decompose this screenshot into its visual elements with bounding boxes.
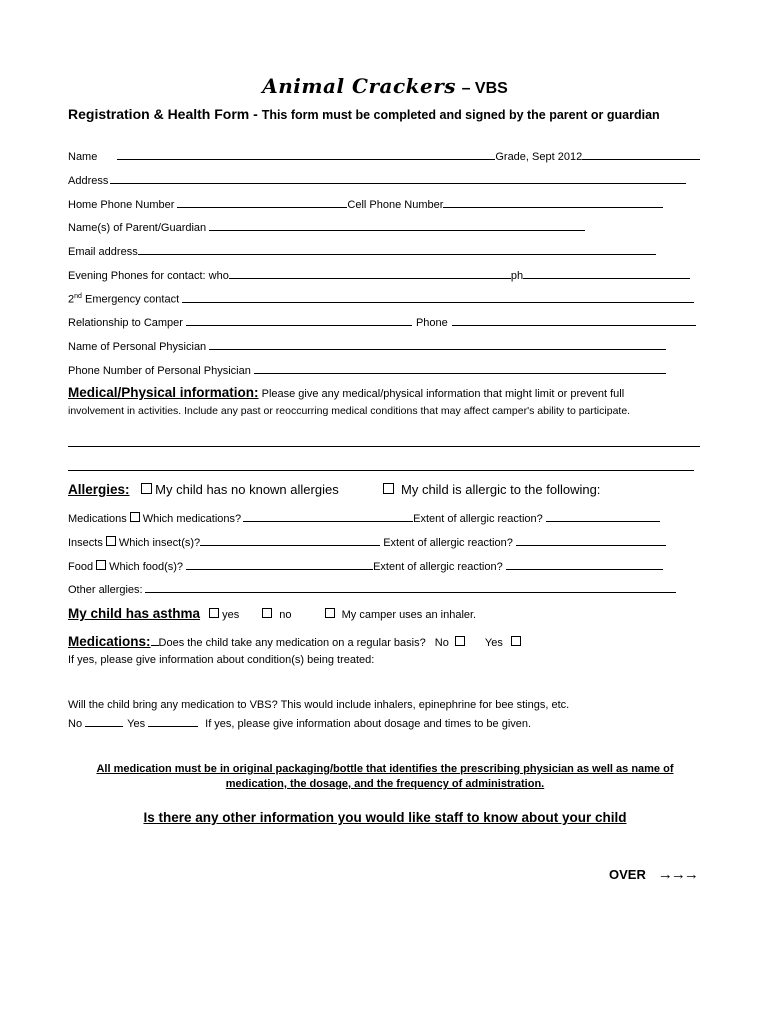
bring-medication-question: Will the child bring any medication to VBS? This would include inhalers, epinephrine for bee stings, etc. bbox=[68, 699, 570, 711]
address-label: Address bbox=[68, 175, 109, 187]
other-allergies-field[interactable] bbox=[145, 581, 676, 593]
name-label: Name bbox=[68, 151, 98, 163]
name-row bbox=[68, 148, 700, 164]
bring-no-field[interactable] bbox=[85, 715, 123, 727]
evening-phones-row bbox=[68, 267, 690, 283]
medications-extent-label: Extent of allergic reaction? bbox=[413, 513, 543, 525]
medications-extent-field[interactable] bbox=[546, 510, 660, 522]
second-emergency-label: Emergency contact bbox=[81, 293, 180, 306]
medications-heading: Medications: bbox=[68, 634, 151, 649]
which-food-field[interactable] bbox=[186, 558, 373, 570]
address-field[interactable] bbox=[110, 172, 686, 184]
cell-phone-field[interactable] bbox=[443, 196, 663, 208]
form-subtitle bbox=[68, 106, 660, 122]
inhaler-label: My camper uses an inhaler. bbox=[341, 609, 477, 621]
bring-no-label: No bbox=[68, 718, 83, 730]
other-allergies-row bbox=[68, 581, 676, 597]
medications-if-yes-row bbox=[68, 653, 374, 667]
notice-line-2: medication, the dosage, and the frequency of administration. bbox=[225, 778, 545, 790]
medications-allergy-label: Medications bbox=[68, 513, 127, 525]
relationship-row bbox=[68, 314, 696, 330]
medical-line-2[interactable] bbox=[68, 470, 694, 471]
asthma-heading: My child has asthma bbox=[68, 606, 201, 621]
medical-text-2: involvement in activities. Include any past or reoccurring medical conditions that may affect camper's ability to participate. bbox=[68, 405, 631, 417]
bring-medication-row bbox=[68, 698, 569, 712]
medical-heading: Medical/Physical information: bbox=[68, 385, 259, 400]
medication-notice bbox=[70, 762, 700, 792]
physician-phone-label: Phone Number of Personal Physician bbox=[68, 365, 251, 377]
physician-phone-field[interactable] bbox=[254, 362, 666, 374]
bring-info-label: If yes, please give information about dosage and times to be given. bbox=[205, 718, 532, 730]
parent-names-field[interactable] bbox=[209, 219, 585, 231]
parent-names-label: Name(s) of Parent/Guardian bbox=[68, 222, 207, 234]
food-extent-field[interactable] bbox=[506, 558, 663, 570]
medical-text-1: Please give any medical/physical information that might limit or prevent full bbox=[258, 388, 625, 400]
title-vbs: – VBS bbox=[461, 80, 508, 97]
title-animal-crackers: Animal Crackers bbox=[262, 74, 456, 98]
ph-label: ph bbox=[510, 270, 524, 282]
medical-line-1[interactable] bbox=[68, 446, 700, 447]
relationship-field[interactable] bbox=[186, 314, 412, 326]
second-emergency-row bbox=[68, 290, 694, 307]
phone-row bbox=[68, 196, 663, 212]
subtitle-note: This form must be completed and signed by the parent or guardian bbox=[261, 108, 660, 122]
relationship-phone-label: Phone bbox=[415, 317, 448, 329]
asthma-no-checkbox[interactable] bbox=[262, 608, 272, 618]
evening-who-field[interactable] bbox=[229, 267, 511, 279]
relationship-label: Relationship to Camper bbox=[68, 317, 183, 329]
notice-line-1: All medication must be in original packaging/bottle that identifies the prescribing physician as well as name of bbox=[96, 763, 674, 775]
no-known-allergies-checkbox[interactable] bbox=[141, 483, 152, 494]
medical-row bbox=[68, 386, 624, 401]
which-food-label: Which food(s)? bbox=[109, 561, 184, 573]
allergic-to-checkbox[interactable] bbox=[383, 483, 394, 494]
bring-yes-label: Yes bbox=[127, 718, 146, 730]
name-field[interactable] bbox=[117, 148, 495, 160]
form-title bbox=[0, 74, 770, 99]
parent-row bbox=[68, 219, 585, 235]
address-row bbox=[68, 172, 686, 188]
physician-phone-row bbox=[68, 362, 666, 378]
subtitle-main: Registration & Health Form - bbox=[68, 106, 262, 122]
insects-extent-label: Extent of allergic reaction? bbox=[380, 537, 513, 549]
medications-question: Does the child take any medication on a regular basis? bbox=[158, 637, 426, 649]
insects-allergy-checkbox[interactable] bbox=[106, 536, 116, 546]
physician-name-label: Name of Personal Physician bbox=[68, 341, 207, 353]
email-row bbox=[68, 243, 656, 259]
home-phone-label: Home Phone Number bbox=[68, 199, 175, 211]
evening-phones-label: Evening Phones for contact: who bbox=[68, 270, 229, 282]
inhaler-checkbox[interactable] bbox=[325, 608, 335, 618]
insect-allergy-row bbox=[68, 534, 666, 550]
allergies-row bbox=[68, 482, 339, 498]
food-allergy-row bbox=[68, 558, 663, 574]
which-medications-field[interactable] bbox=[243, 510, 413, 522]
evening-ph-field[interactable] bbox=[523, 267, 690, 279]
over-label: OVER bbox=[609, 867, 646, 882]
which-insects-field[interactable] bbox=[200, 534, 380, 546]
medical-text-row-2 bbox=[68, 404, 630, 418]
allergic-to-label: My child is allergic to the following: bbox=[401, 482, 601, 497]
second-emergency-prefix: 2 bbox=[68, 293, 75, 306]
medications-yes-checkbox[interactable] bbox=[511, 636, 521, 646]
insects-extent-field[interactable] bbox=[516, 534, 666, 546]
asthma-yes-label: yes bbox=[222, 609, 240, 621]
medications-no-checkbox[interactable] bbox=[455, 636, 465, 646]
relationship-phone-field[interactable] bbox=[452, 314, 696, 326]
bring-yes-field[interactable] bbox=[148, 715, 198, 727]
medication-allergy-row bbox=[68, 510, 660, 526]
medications-no-label: No bbox=[434, 637, 449, 649]
grade-field[interactable] bbox=[582, 148, 700, 160]
medications-heading-gap bbox=[151, 636, 159, 646]
asthma-yes-checkbox[interactable] bbox=[209, 608, 219, 618]
medications-allergy-checkbox[interactable] bbox=[130, 512, 140, 522]
cell-phone-label: Cell Phone Number bbox=[347, 199, 444, 211]
asthma-no-label: no bbox=[279, 609, 292, 621]
grade-label: Grade, Sept 2012 bbox=[495, 151, 583, 163]
insects-allergy-label: Insects bbox=[68, 537, 103, 549]
home-phone-field[interactable] bbox=[177, 196, 347, 208]
bring-medication-answer-row bbox=[68, 715, 531, 731]
medications-if-yes: If yes, please give information about condition(s) being treated: bbox=[68, 654, 375, 666]
food-allergy-checkbox[interactable] bbox=[96, 560, 106, 570]
asthma-row bbox=[68, 606, 476, 623]
second-emergency-sup: nd bbox=[74, 293, 82, 300]
other-info-question: Is there any other information you would like staff to know about your child bbox=[143, 810, 627, 825]
second-emergency-field[interactable] bbox=[182, 291, 694, 303]
allergies-heading: Allergies: bbox=[68, 482, 130, 497]
allergic-to-row bbox=[380, 482, 600, 498]
over-indicator bbox=[609, 866, 697, 883]
email-label: Email address bbox=[68, 246, 138, 258]
which-medications-label: Which medications? bbox=[142, 513, 242, 525]
email-field[interactable] bbox=[138, 243, 656, 255]
which-insects-label: Which insect(s)? bbox=[118, 537, 201, 549]
other-allergies-label: Other allergies: bbox=[68, 584, 143, 596]
over-arrows-icon: →→→ bbox=[657, 866, 697, 883]
no-known-allergies-label: My child has no known allergies bbox=[155, 482, 339, 497]
food-extent-label: Extent of allergic reaction? bbox=[373, 561, 503, 573]
medications-row bbox=[68, 634, 524, 651]
food-allergy-label: Food bbox=[68, 561, 94, 573]
physician-row bbox=[68, 338, 666, 354]
medications-yes-label: Yes bbox=[484, 637, 503, 649]
physician-name-field[interactable] bbox=[209, 338, 666, 350]
